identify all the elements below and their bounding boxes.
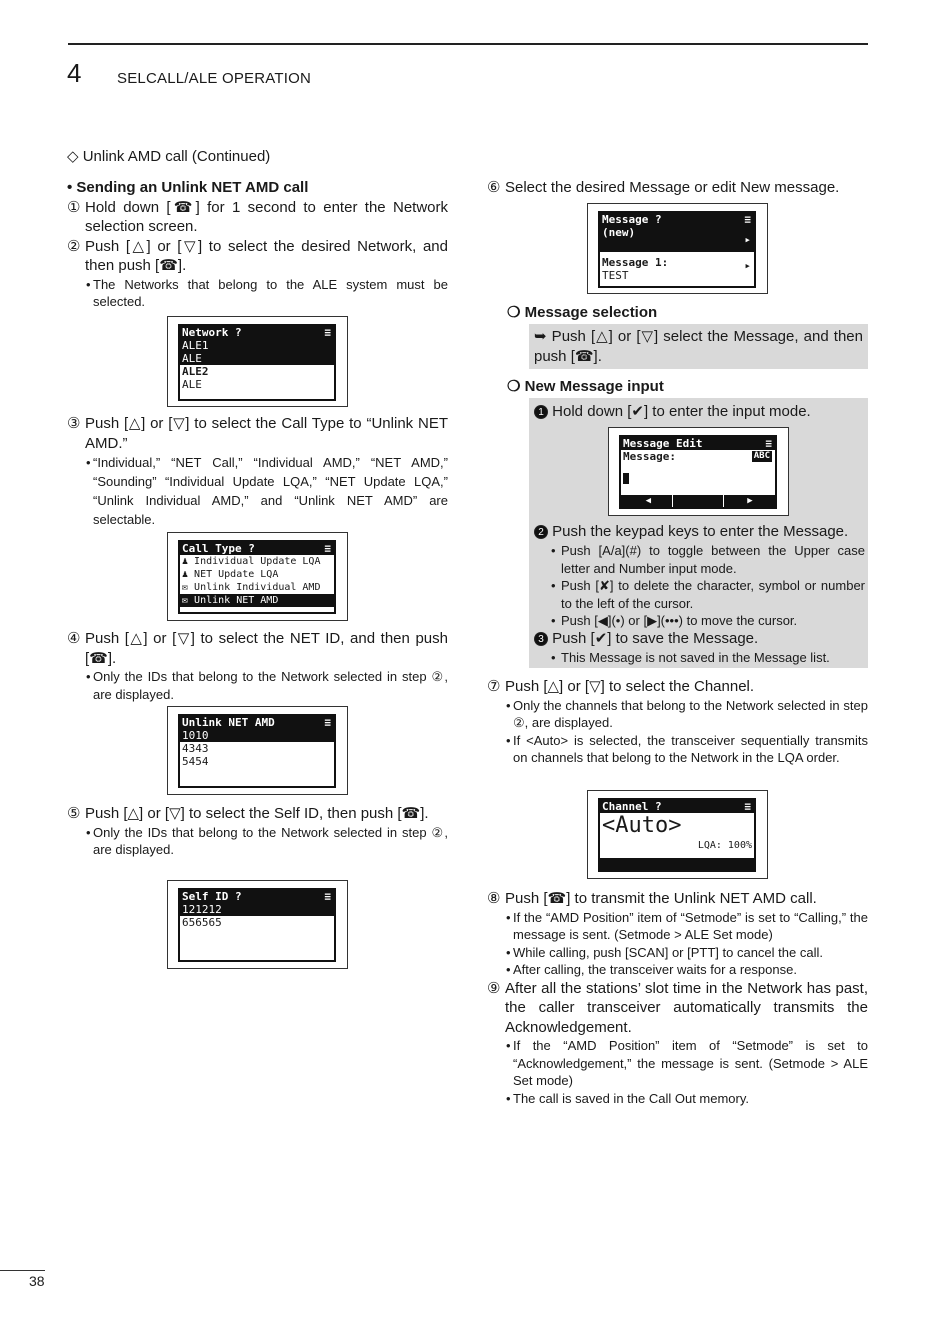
message-selection-box bbox=[529, 324, 868, 369]
right-column-3 bbox=[487, 889, 868, 1107]
input-mode-badge: ABC bbox=[753, 451, 770, 461]
right-column bbox=[487, 178, 868, 198]
left-column-3 bbox=[67, 629, 448, 703]
screen-title: Message ? bbox=[602, 213, 662, 226]
screen-title: Call Type ? bbox=[182, 542, 255, 555]
step-9-note-2: • The call is saved in the Call Out memory. bbox=[506, 1090, 750, 1106]
footer-rule bbox=[0, 1270, 45, 1271]
screen-row: ALE bbox=[180, 352, 334, 365]
screen-row: Message 1: ▸ bbox=[602, 256, 751, 272]
screen-row: ✉ Unlink NET AMD bbox=[180, 594, 334, 607]
screen-title: Self ID ? bbox=[182, 890, 242, 903]
step-1: ① Hold down [☎] for 1 second to enter the Network selection screen. bbox=[67, 198, 448, 235]
screen-title: Unlink NET AMD bbox=[182, 716, 275, 729]
message-screen: Message ? ≡ (new) ▸ Message 1: ▸ TEST bbox=[587, 203, 768, 294]
new-msg-notes bbox=[549, 542, 865, 630]
net-id-screen: Unlink NET AMD ≡ 1010 4343 5454 bbox=[167, 706, 348, 795]
screen-title: Channel ? bbox=[602, 800, 662, 813]
channel-screen: Channel ? ≡ <Auto> LQA: 100% bbox=[587, 790, 768, 879]
step-3-note: • “Individual,” “NET Call,” “Individual AMD,” “NET AMD,” “Sounding” “Individual Update LQA,” “NET Update LQA,” “Unlink Individual AMD,” and “Unlink NET AMD” are selectable. bbox=[86, 455, 448, 527]
message-selection-title: ❍ Message selection bbox=[507, 304, 658, 321]
self-id-screen: Self ID ? ≡ 121212 656565 bbox=[167, 880, 348, 969]
page-number: 38 bbox=[29, 1273, 45, 1289]
call-type-screen: Call Type ? ≡ ♟ Individual Update LQA ♟ NET Update LQA ✉ Unlink Individual AMD ✉ Unlink NET AMD bbox=[167, 532, 348, 621]
step-2-note: • The Networks that belong to the ALE system must be selected. bbox=[86, 276, 448, 309]
new-message-box bbox=[529, 398, 868, 668]
screen-row: Message: ABC bbox=[623, 450, 770, 463]
softkey-bar: ◀ ▶ bbox=[621, 495, 775, 507]
screen-row: ♟ Individual Update LQA bbox=[182, 556, 321, 567]
screen-row: 4343 bbox=[182, 742, 209, 755]
step-7: ⑦ Push [△] or [▽] to select the Channel. bbox=[487, 678, 755, 695]
new-msg-item-3: 3 Push [✔] to save the Message. bbox=[534, 629, 758, 648]
screen-row: ALE bbox=[182, 378, 202, 391]
step-4-note: • Only the IDs that belong to the Network selected in step ②, are displayed. bbox=[86, 669, 448, 702]
message-edit-screen: Message Edit ≡ Message: ABC ◀ ▶ bbox=[608, 427, 789, 516]
new-msg-item-2: 2 Push the keypad keys to enter the Message. bbox=[534, 522, 866, 541]
step-6: ⑥ Select the desired Message or edit New message. bbox=[487, 179, 840, 196]
left-column-2 bbox=[67, 414, 448, 529]
step-3: ③ Push [△] or [▽] to select the Call Type to “Unlink NET AMD.” bbox=[67, 415, 448, 452]
screen-row: 656565 bbox=[182, 916, 222, 929]
note-3: • Push [◀](•) or [▶](•••) to move the cursor. bbox=[551, 613, 798, 628]
screen-row: ♟ NET Update LQA bbox=[182, 569, 279, 580]
step-8-note-3: • After calling, the transceiver waits for a response. bbox=[506, 962, 797, 977]
step-7-note-1: • Only the channels that belong to the Network selected in step ②, are displayed. bbox=[506, 697, 868, 730]
step-5: ⑤ Push [△] or [▽] to select the Self ID, then push [☎]. bbox=[67, 805, 429, 822]
step-8-note-1: • If the “AMD Position” item of “Setmode” is set to “Calling,” the message is sent. (Setmode > ALE Set mode) bbox=[506, 909, 868, 942]
step-9: ⑨ After all the stations’ slot time in the Network has past, the caller transceiver automatically transmits the Acknowledgement. bbox=[487, 979, 868, 1036]
note-1: • Push [A/a](#) to toggle between the Upper case letter and Number input mode. bbox=[551, 543, 865, 576]
screen-row: (new) ▸ bbox=[600, 226, 754, 252]
note-2: • Push [✘] to delete the character, symbol or number to the left of the cursor. bbox=[551, 578, 865, 611]
screen-title: Message Edit bbox=[623, 437, 703, 450]
screen-row: 1010 bbox=[180, 729, 334, 742]
left-column bbox=[67, 178, 448, 311]
message-selection bbox=[507, 303, 868, 323]
new-message-input bbox=[507, 377, 868, 397]
lqa-value: LQA: 100% bbox=[697, 840, 752, 851]
screen-row: TEST bbox=[602, 269, 629, 282]
left-column-4 bbox=[67, 804, 448, 859]
new-message-title: ❍ New Message input bbox=[507, 378, 664, 395]
screen-row: ✉ Unlink Individual AMD bbox=[182, 582, 321, 593]
chapter-number: 4 bbox=[67, 58, 82, 88]
screen-row: 5454 bbox=[182, 755, 209, 768]
step-9-note-1: • If the “AMD Position” item of “Setmode” is set to “Acknowledgement,” the message is sent. (Setmode > ALE Set mode) bbox=[506, 1038, 868, 1088]
screen-title: Network ? bbox=[182, 326, 242, 339]
step-8-note-2: • While calling, push [SCAN] or [PTT] to cancel the call. bbox=[506, 944, 823, 960]
cursor bbox=[621, 463, 775, 476]
step-5-note: • Only the IDs that belong to the Network selected in step ②, are displayed. bbox=[86, 824, 448, 857]
softkey-bar bbox=[600, 858, 754, 870]
new-msg-item-1: 1 Hold down [✔] to enter the input mode. bbox=[534, 402, 811, 421]
step-2: ② Push [△] or [▽] to select the desired Network, and then push [☎]. bbox=[67, 237, 448, 274]
step-4: ④ Push [△] or [▽] to select the NET ID, and then push [☎]. bbox=[67, 630, 448, 667]
channel-value: <Auto> bbox=[602, 813, 682, 838]
screen-row: ALE2 bbox=[182, 365, 209, 378]
step-8: ⑧ Push [☎] to transmit the Unlink NET AMD call. bbox=[487, 890, 817, 907]
header-rule bbox=[68, 43, 868, 45]
new-msg-note-4: • This Message is not saved in the Message list. bbox=[551, 650, 830, 665]
screen-row: ALE1 bbox=[180, 339, 334, 352]
subsection-heading: • Sending an Unlink NET AMD call bbox=[67, 179, 309, 196]
chapter-title: SELCALL/ALE OPERATION bbox=[117, 70, 311, 87]
screen-row: 121212 bbox=[180, 903, 334, 916]
message-selection-text: ➥ Push [△] or [▽] select the Message, and then push [☎]. bbox=[534, 328, 863, 365]
right-column-2 bbox=[487, 677, 868, 767]
network-screen: Network ? ≡ ALE1 ALE ALE2 ALE bbox=[167, 316, 348, 407]
step-7-note-2: • If <Auto> is selected, the transceiver sequentially transmits on channels that belong to the Network in the LQA order. bbox=[506, 732, 868, 765]
section-title: ◇ Unlink AMD call (Continued) bbox=[67, 148, 271, 165]
